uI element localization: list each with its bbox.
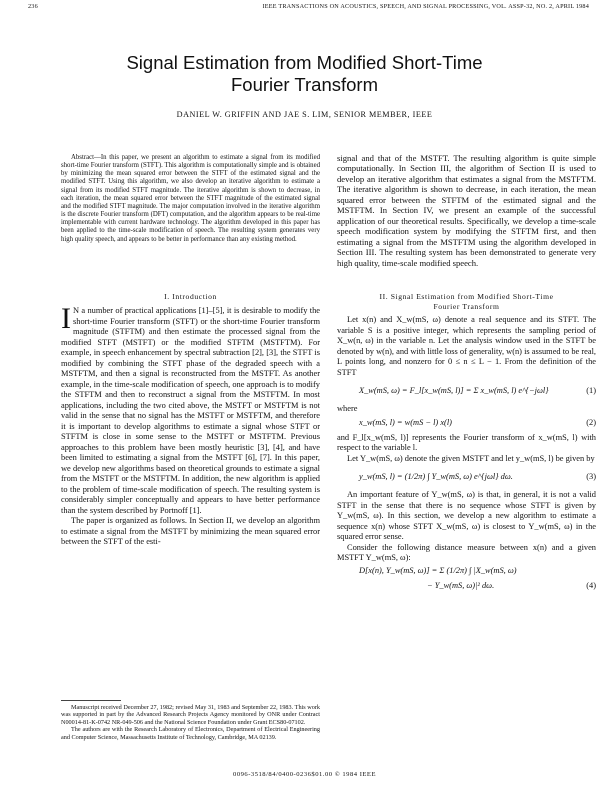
title-line-1: Signal Estimation from Modified Short-Time bbox=[126, 52, 483, 73]
equation-2-body: x_w(mS, l) = w(mS − l) x(l) bbox=[359, 418, 452, 428]
paper-title bbox=[0, 52, 609, 96]
footnote-rule bbox=[61, 700, 121, 701]
equation-3-number: (3) bbox=[586, 471, 596, 481]
journal-name: IEEE TRANSACTIONS ON ACOUSTICS, SPEECH, AND SIGNAL PROCESSING, VOL. ASSP-32, NO. 2, APRIL 1984 bbox=[262, 3, 589, 10]
equation-4-body-2: − Y_w(mS, ω)|² dω. bbox=[427, 581, 495, 591]
equation-2-number: (2) bbox=[586, 418, 596, 428]
equation-4-number: (4) bbox=[586, 581, 596, 591]
intro-paragraph-1 bbox=[61, 302, 320, 516]
footnote-authors: The authors are with the Research Laboratory of Electronics, Department of Electrical Engineering and Computer Science, Massachusetts Institute of Technology, Cambridge, MA 02139. bbox=[61, 726, 320, 741]
equation-2 bbox=[337, 415, 596, 433]
equation-3-body: y_w(mS, l) = (1/2π) ∫ Y_w(mS, ω) e^{jωl} dω. bbox=[359, 471, 513, 481]
copyright-line: 0096-3518/84/0400-0236$01.00 © 1984 IEEE bbox=[233, 771, 376, 778]
abstract-text: Abstract—In this paper, we present an algorithm to estimate a signal from its modified short-time Fourier transform (STFT). This algorithm is computationally simple and is obtained by minimizing the mean squared error between the STFT of the estimated signal and the modified STFT. Using this algorithm, we also develop an iterative algorithm to estimate a signal from its modified STFT magnitude. The iterative algorithm is shown to decrease, in each iteration, the mean squared error between the STFT magnitude of the estimated signal and the modified STFT magnitude. The major computation involved in the iterative algorithm is the discrete Fourier transform (DFT) computation, and the algorithm appears to be real-time implementable with current hardware technology. The algorithm developed in this paper has been applied to the time-scale modification of speech. The resulting system generates very high quality speech, and appears to be better in performance than any existing method. bbox=[61, 154, 320, 243]
equation-3 bbox=[337, 464, 596, 490]
equation-1 bbox=[337, 378, 596, 404]
equation-1-number: (1) bbox=[586, 385, 596, 395]
drop-cap: I bbox=[61, 302, 71, 335]
right-intro-text: signal and that of the MSTFT. The resulting algorithm is quite simple computationally. In Section III, the algorithm of Section II is used to develop an iterative algorithm that estimates a signal from the MSTFTM. The iterative algorithm is shown to decrease, in each iteration, the mean squared error between the STFTM of the estimated signal and the MSTFTM. In Section IV, we present an example of the successful application of our theoretical results. Specifically, we develop a time-scale speech modification system by modifying the STFTM first, and then estimating a signal from the MSTFTM using the algorithm developed in Section III. The resulting system has been demonstrated to generate very high quality, time-scale modified speech. bbox=[337, 153, 596, 268]
abstract bbox=[61, 154, 320, 244]
equation-4-line-2 bbox=[337, 580, 596, 594]
section-2-paragraph-5: Consider the following distance measure between x(n) and a given MSTFT Y_w(mS, ω): bbox=[337, 542, 596, 562]
footnotes bbox=[61, 698, 320, 741]
equation-1-body: X_w(mS, ω) = F_l[x_w(mS, l)] = Σ x_w(mS, l) e^{−jωl} bbox=[359, 385, 549, 395]
intro-paragraph-1-text: N a number of practical applications [1]–[5], it is desirable to modify the short-time Fourier transform (STFT) or the short-time Fourier transform magnitude (STFTM) and then estimate the processed signal from the modified STFT (MSTFT) or the modified STFTM (MSTFTM). For example, in speech enhancement by spectral subtraction [2], [3], the STFT is modified by combining the STFT phase of the degraded speech with a MSTFTM, and then a signal is reconstructed from the MSTFT. As another example, in the time-scale modification of speech, one approach is to modify the STFTM and then to reconstruct a signal from the MSTFTM. In most applications, including the two cited above, the MSTFT or MSTFTM is not valid in the sense that no signal has the MSTFT or MSTFTM, and therefore it is important to develop algorithms to estimate a signal whose STFT or STFTM is close in some sense to the MSTFT or MSTFTM. Previous approaches to this problem have been mostly heuristic [3], [4], and have been limited to estimating a signal from the MSTFT [6], [7]. In this paper, we develop new algorithms based on theoretical grounds to estimate a signal from the MSTFT or the MSTFTM. In addition, the new algorithm is applied to the problem of time-scale modification of speech. The resulting system is considerably simpler conceptually and appears to have better performance than the system described by Portnoff [1]. bbox=[61, 306, 320, 515]
footnote-manuscript: Manuscript received December 27, 1982; revised May 31, 1983 and September 22, 1983. This work was supported in part by the Advanced Research Projects Agency monitored by ONR under Contract N00014-81-K-0742 NR-049-506 and the National Science Foundation under Grant ECS80-07102. bbox=[61, 704, 320, 726]
section-2-paragraph-3: Let Y_w(mS, ω) denote the given MSTFT and let y_w(mS, l) be given by bbox=[347, 453, 595, 463]
right-intro-continuation bbox=[337, 153, 596, 268]
where-text: where bbox=[337, 404, 358, 413]
equation-4-body-1: D[x(n), Y_w(mS, ω)] = Σ (1/2π) ∫ |X_w(mS, ω) bbox=[359, 566, 517, 576]
introduction-section bbox=[61, 292, 320, 548]
section-2-heading-line-2: Fourier Transform bbox=[433, 302, 500, 311]
running-header bbox=[28, 3, 589, 10]
section-2-paragraph-1: Let x(n) and X_w(mS, ω) denote a real sequence and its STFT. The variable S is a positive integer, which represents the sampling period of X_w(n, ω) in the variable n. Let the analysis window used in the STFT be denoted by w(n), and with little loss of generality, w(n) is assumed to be real, L points long, and nonzero for 0 ≤ n ≤ L − 1. From the definition of the STFT bbox=[337, 315, 596, 377]
equation-4-line-1 bbox=[337, 564, 596, 580]
authors: DANIEL W. GRIFFIN AND JAE S. LIM, SENIOR MEMBER, IEEE bbox=[176, 110, 433, 119]
section-2-paragraph-2: and F_l[x_w(mS, l)] represents the Fourier transform of x_w(mS, l) with respect to the variable l. bbox=[337, 432, 596, 452]
section-2 bbox=[337, 292, 596, 594]
section-2-paragraph-4: An important feature of Y_w(mS, ω) is that, in general, it is not a valid STFT in the sense that there is no sequence whose STFT is given by Y_w(mS, ω). In this section, we develop a new algorithm to estimate a sequence x(n) whose STFT X_w(mS, ω) is closest to Y_w(mS, ω) in the squared error sense. bbox=[337, 490, 596, 541]
section-1-heading: I. Introduction bbox=[164, 292, 217, 301]
page-number: 236 bbox=[28, 3, 38, 10]
section-2-heading-line-1: II. Signal Estimation from Modified Short-Time bbox=[379, 292, 554, 301]
title-line-2: Fourier Transform bbox=[230, 74, 378, 95]
intro-paragraph-2: The paper is organized as follows. In Section II, we develop an algorithm to estimate a signal from the MSTFT by minimizing the mean squared error between the STFT of the esti- bbox=[61, 516, 320, 546]
section-2-heading bbox=[337, 292, 596, 312]
